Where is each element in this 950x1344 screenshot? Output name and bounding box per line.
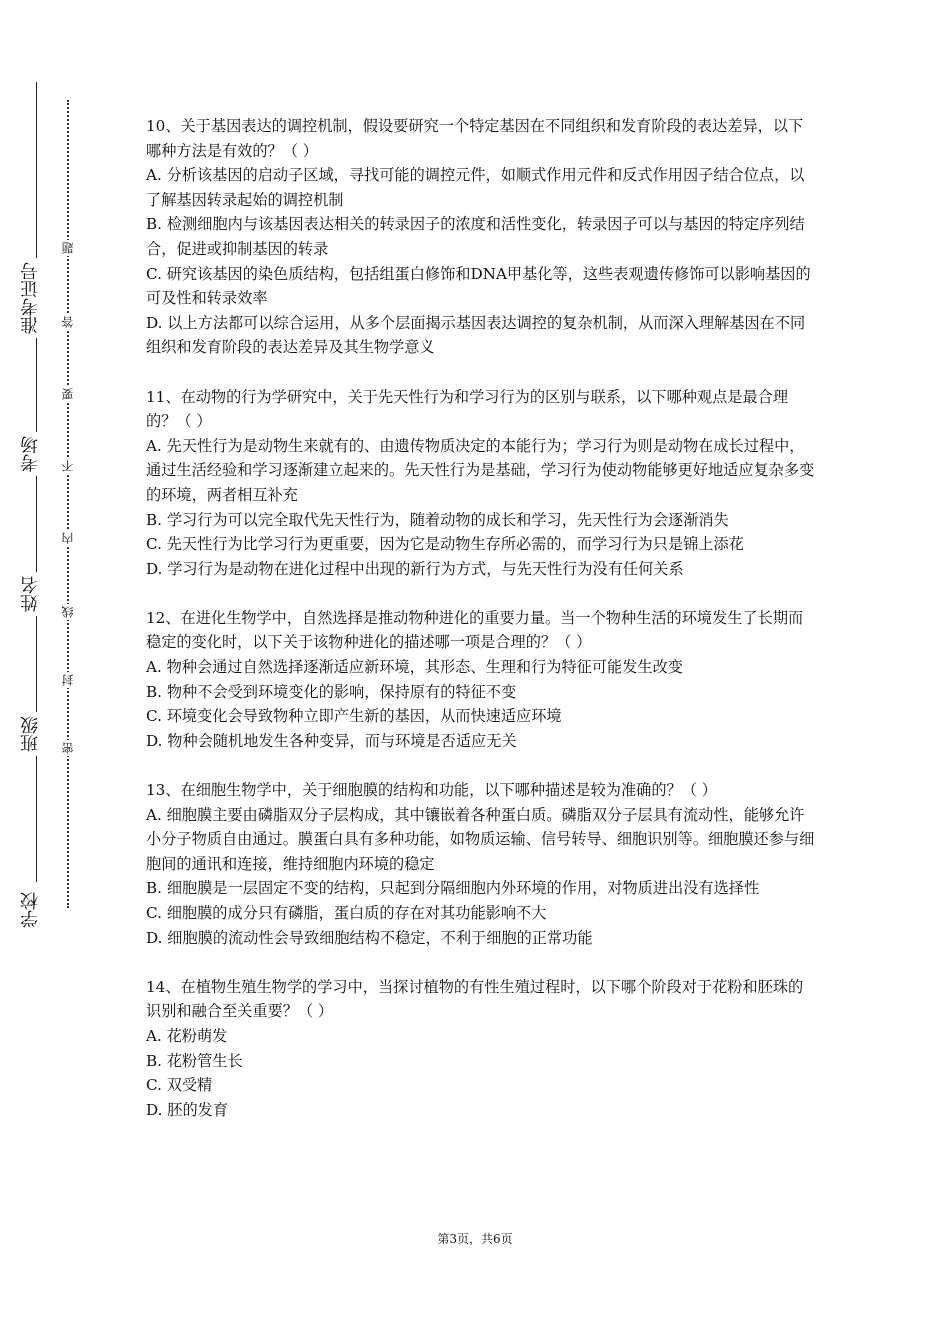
question-stem: 14、在植物生殖生物学的学习中，当探讨植物的有性生殖过程时，以下哪个阶段对于花粉和胚珠的识别和融合至关重要？（ ） <box>146 977 804 1021</box>
option-b: B. 物种不会受到环境变化的影响，保持原有的特征不变 <box>146 682 517 701</box>
seal-char: 密 <box>61 742 75 754</box>
option-a: A. 物种会通过自然选择逐渐适应新环境，其形态、生理和行为特征可能发生改变 <box>146 658 683 677</box>
option-c: C. 研究该基因的染色质结构，包括组蛋白修饰和DNA甲基化等，这些表观遗传修饰可以影响基因的可及性和转录效率 <box>146 264 811 308</box>
option-a: A. 细胞膜主要由磷脂双分子层构成，其中镶嵌着各种蛋白质。磷脂双分子层具有流动性，能够允许小分子物质自由通过。膜蛋白具有多种功能，如物质运输、信号转导、细胞识别等。细胞膜还参与细胞间的通讯和连接，维持细胞内环境的稳定 <box>146 805 815 873</box>
option-b: B. 花粉管生长 <box>146 1051 243 1070</box>
label-exam-room: 考场 <box>22 432 40 476</box>
option-c: C. 环境变化会导致物种立即产生新的基因，从而快速适应环境 <box>146 707 562 726</box>
label-name: 姓名 <box>22 572 40 616</box>
option-c: C. 双受精 <box>146 1076 213 1095</box>
option-d: D. 以上方法都可以综合运用，从多个层面揭示基因表达调控的复杂机制，从而深入理解基因在不同组织和发育阶段的表达差异及其生物学意义 <box>146 313 806 357</box>
option-a: A. 花粉萌发 <box>146 1026 228 1045</box>
seal-char: 要 <box>61 388 75 400</box>
option-a: A. 分析该基因的启动子区域，寻找可能的调控元件，如顺式作用元件和反式作用因子结合位点，以了解基因转录起始的调控机制 <box>146 166 805 209</box>
option-b: B. 学习行为可以完全取代先天性行为，随着动物的成长和学习，先天性行为会逐渐消失 <box>146 510 729 529</box>
option-d: D. 细胞膜的流动性会导致细胞结构不稳定，不利于细胞的正常功能 <box>146 928 593 947</box>
label-admission-number: 准考证号 <box>22 258 40 338</box>
option-d: D. 学习行为是动物在进化过程中出现的新行为方式，与先天性行为没有任何关系 <box>146 559 684 578</box>
seal-char: 封 <box>61 674 75 686</box>
option-c: C. 先天性行为比学习行为更重要，因为它是动物生存所必需的，而学习行为只是锦上添花 <box>146 535 744 554</box>
question-13 <box>146 778 816 950</box>
seal-char: 不 <box>61 460 75 472</box>
option-d: D. 胚的发育 <box>146 1100 229 1119</box>
question-stem: 13、在细胞生物学中，关于细胞膜的结构和功能，以下哪种描述是较为准确的？（ ） <box>146 781 717 800</box>
binding-line <box>36 82 37 882</box>
question-stem: 10、关于基因表达的调控机制，假设要研究一个特定基因在不同组织和发育阶段的表达差异，以下哪种方法是有效的？（ ） <box>146 117 804 160</box>
question-list <box>146 114 816 1147</box>
option-c: C. 细胞膜的成分只有磷脂，蛋白质的存在对其功能影响不大 <box>146 904 547 922</box>
question-12 <box>146 606 816 754</box>
seal-char: 线 <box>61 606 75 618</box>
label-class: 班级 <box>22 712 40 756</box>
question-stem: 11、在动物的行为学研究中，关于先天性行为和学习行为的区别与联系，以下哪种观点是最合理的？（ ） <box>146 387 789 431</box>
question-11 <box>146 385 816 582</box>
option-b: B. 细胞膜是一层固定不变的结构，只起到分隔细胞内外环境的作用，对物质进出没有选择性 <box>146 879 760 898</box>
question-10 <box>146 114 816 360</box>
option-d: D. 物种会随机地发生各种变异，而与环境是否适应无关 <box>146 731 517 750</box>
seal-dotted-line <box>67 100 69 908</box>
page-number: 第3页，共6页 <box>437 1232 513 1246</box>
label-school: 学校 <box>22 888 40 932</box>
binding-margin <box>0 0 110 1344</box>
question-stem: 12、在进化生物学中，自然选择是推动物种进化的重要力量。当一个物种生活的环境发生了长期而稳定的变化时，以下关于该物种进化的描述哪一项是合理的？（ ） <box>146 608 804 652</box>
question-14 <box>146 975 816 1123</box>
seal-char: 答 <box>61 316 75 328</box>
option-b: B. 检测细胞内与该基因表达相关的转录因子的浓度和活性变化，转录因子可以与基因的特定序列结合，促进或抑制基因的转录 <box>146 215 805 258</box>
option-a: A. 先天性行为是动物生来就有的、由遗传物质决定的本能行为；学习行为则是动物在成长过程中，通过生活经验和学习逐渐建立起来的。先天性行为是基础，学习行为使动物能够更好地适应复杂多变的环境，两者相互补充 <box>146 436 815 504</box>
seal-char: 题 <box>61 242 75 254</box>
seal-char: 内 <box>61 532 75 544</box>
